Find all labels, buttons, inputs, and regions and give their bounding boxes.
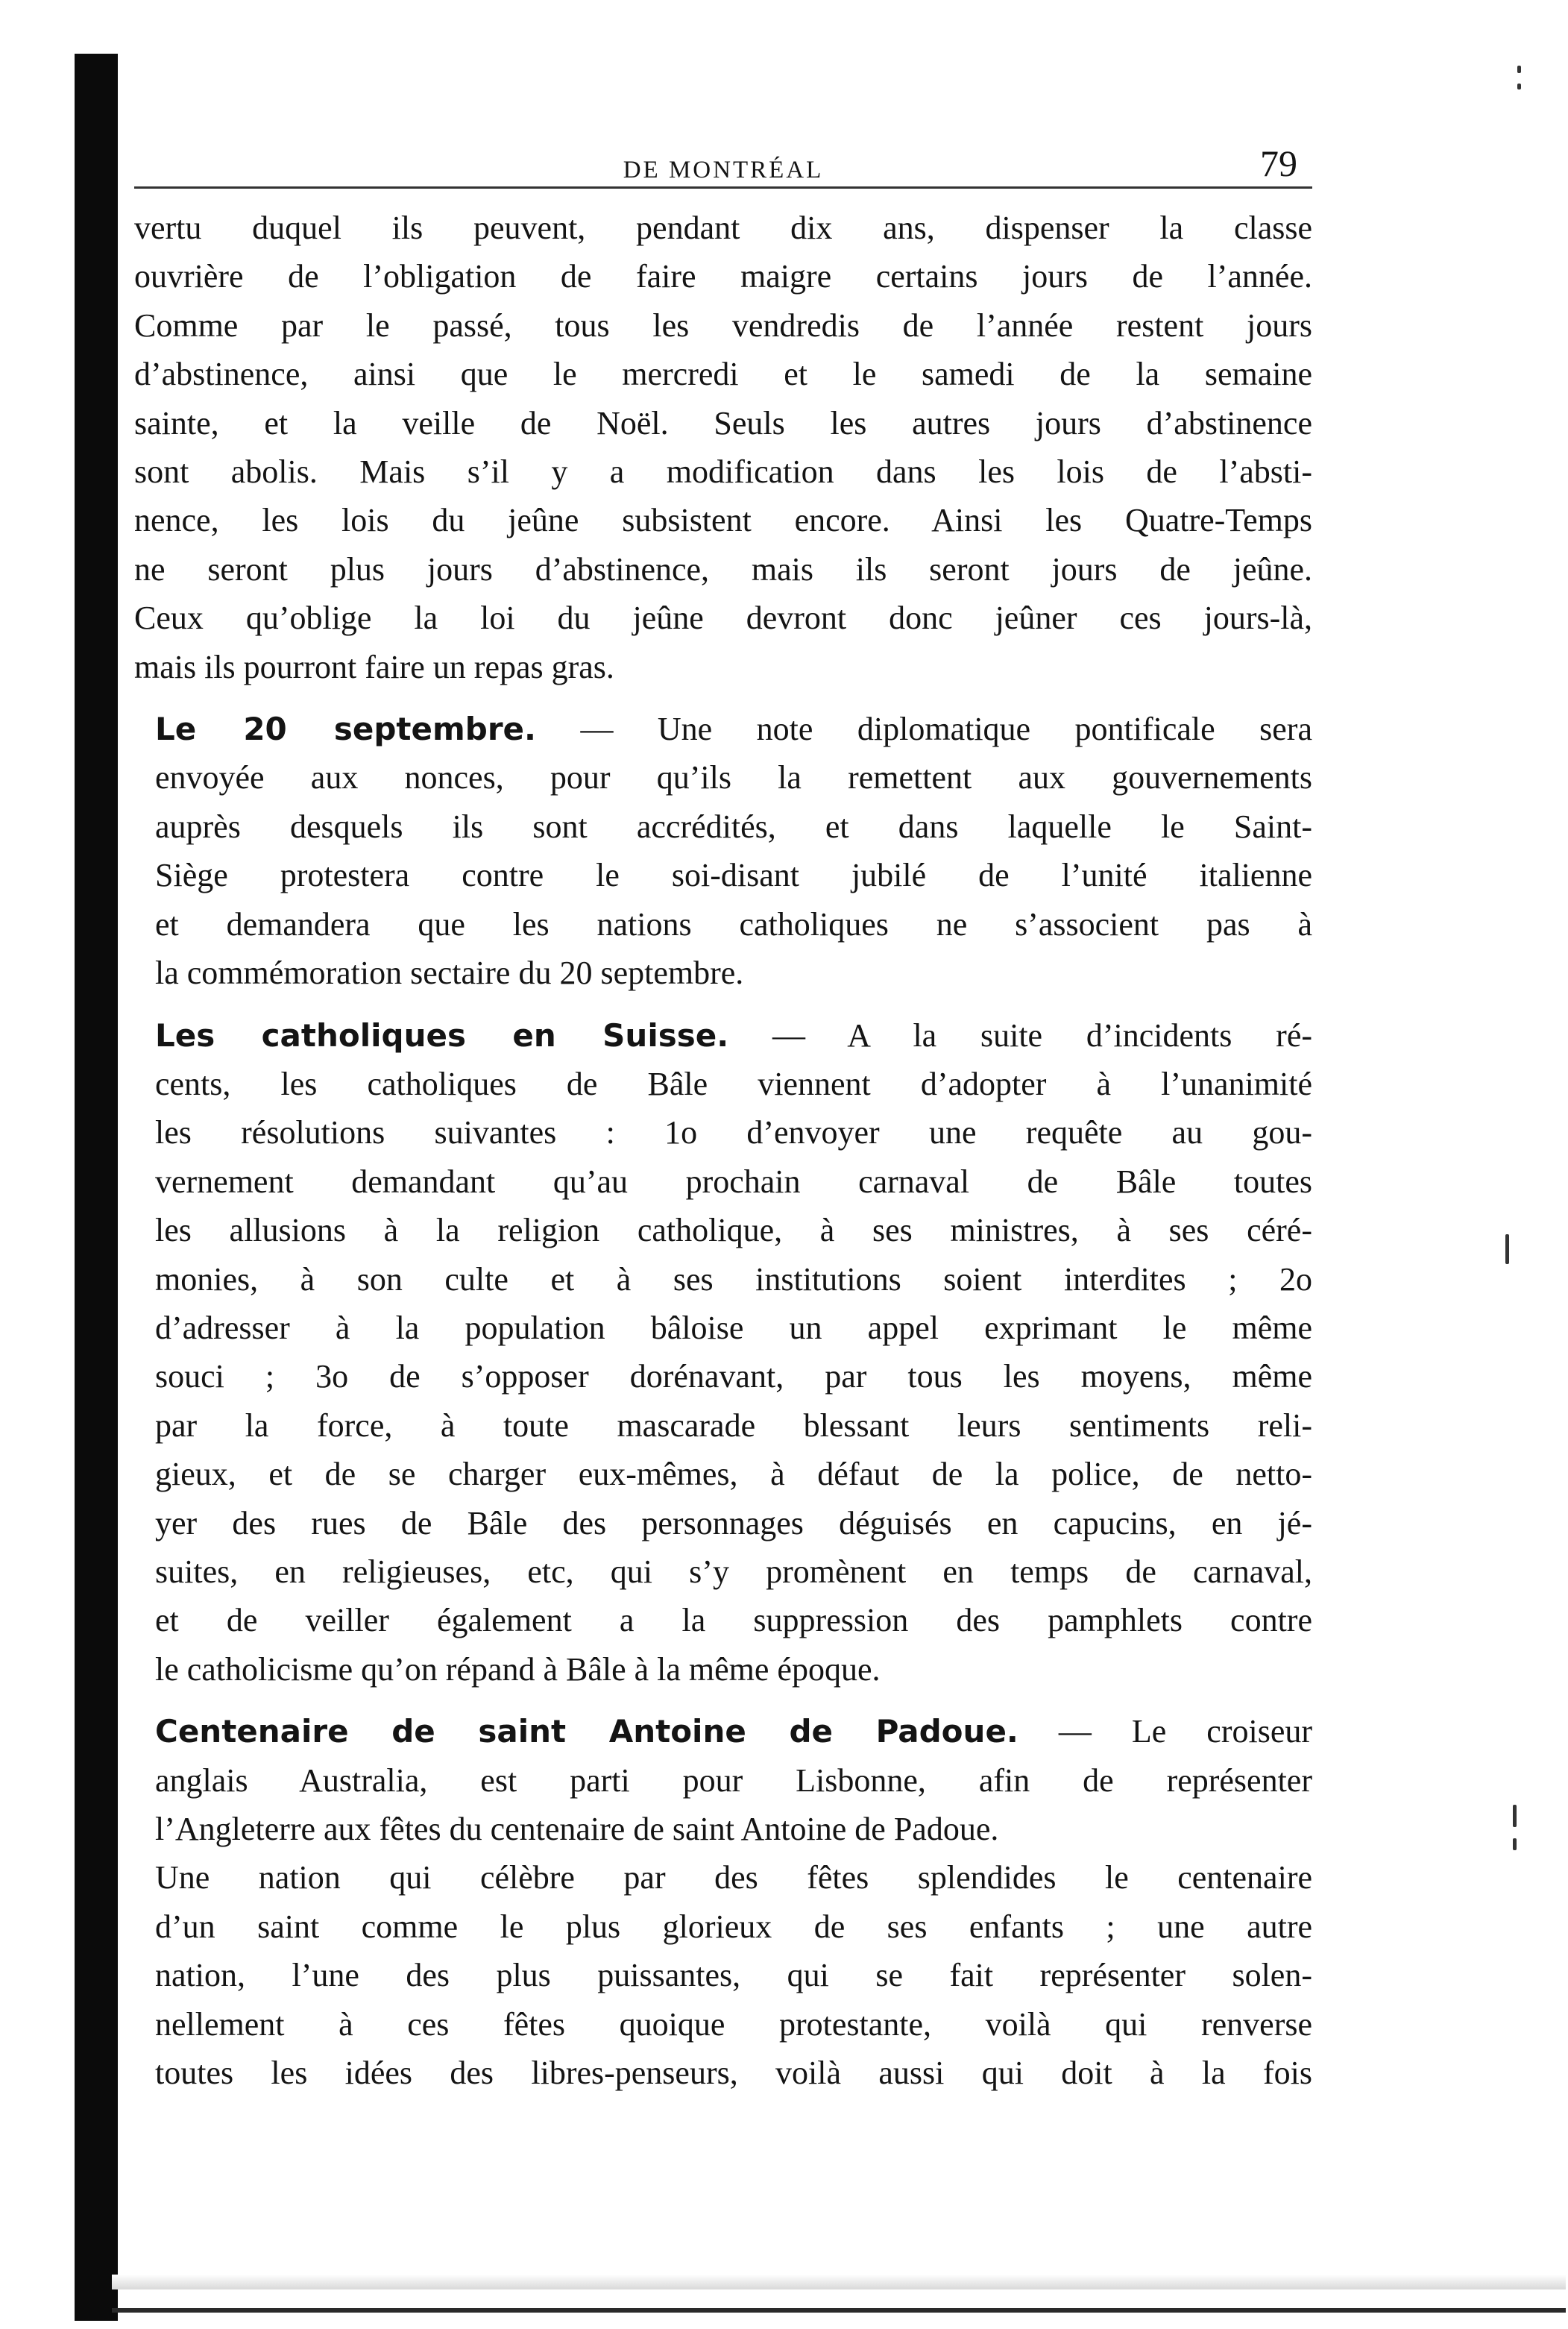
section-centenaire <box>134 1707 1312 1853</box>
scan-speck <box>1517 66 1521 73</box>
scan-edge-marks <box>1471 0 1568 2329</box>
text-line <box>155 1011 1312 1060</box>
section-catholiques-suisse <box>134 1011 1312 1694</box>
scan-edge <box>0 0 28 2329</box>
page-number: 79 <box>1260 142 1297 184</box>
text-line: les allusions à la religion catholique, à ses ministres, à ses céré- <box>155 1212 1312 1249</box>
text-line: sainte, et la veille de Noël. Seuls les autres jours d’abstinence <box>134 404 1312 441</box>
text-line: suites, en religieuses, etc, qui s’y promènent en temps de carnaval, <box>155 1553 1312 1590</box>
scan-bottom-edge <box>112 2308 1566 2313</box>
text-line: cents, les catholiques de Bâle viennent d’adopter à l’unanimité <box>155 1065 1312 1102</box>
text-line: nellement à ces fêtes quoique protestante, voilà qui renverse <box>155 2005 1312 2043</box>
text-line: la commémoration sectaire du 20 septembre. <box>155 955 744 992</box>
text-line: nence, les lois du jeûne subsistent encore. Ainsi les Quatre-Temps <box>134 502 1312 539</box>
text-line: mais ils pourront faire un repas gras. <box>134 648 614 685</box>
text-line: ouvrière de l’obligation de faire maigre certains jours de l’année. <box>134 258 1312 295</box>
running-head-title: DE MONTRÉAL <box>623 157 824 183</box>
running-header <box>134 134 1312 184</box>
section-20-septembre <box>134 705 1312 997</box>
text-run: — Une note diplomatique pontificale sera <box>580 711 1312 748</box>
text-line: vertu duquel ils peuvent, pendant dix ans, dispenser la classe <box>134 210 1312 246</box>
text-line: et de veiller également a la suppression des pamphlets contre <box>155 1602 1312 1639</box>
text-line: l’Angleterre aux fêtes du centenaire de saint Antoine de Padoue. <box>155 1811 999 1847</box>
text-line: sont abolis. Mais s’il y a modification dans les lois de l’absti- <box>134 453 1312 491</box>
centenaire-commentary <box>134 1853 1312 2097</box>
scan-speck <box>1517 84 1521 89</box>
text-line: Comme par le passé, tous les vendredis de l’année restent jours <box>134 307 1312 344</box>
text-line: yer des rues de Bâle des personnages déguisés en capucins, en jé- <box>155 1504 1312 1541</box>
text-line: Siège protestera contre le soi-disant jubilé de l’unité italienne <box>155 857 1312 894</box>
text-line: Ceux qu’oblige la loi du jeûne devront donc jeûner ces jours-là, <box>134 600 1312 637</box>
text-line: toutes les idées des libres-penseurs, voilà aussi qui doit à la fois <box>155 2055 1312 2092</box>
text-line: envoyée aux nonces, pour qu’ils la remettent aux gouvernements <box>155 759 1312 796</box>
header-rule <box>134 186 1312 189</box>
intro-paragraph <box>134 204 1312 691</box>
text-run: — A la suite d’incidents ré- <box>772 1016 1313 1054</box>
scan-speck <box>1505 1234 1509 1264</box>
text-line: d’abstinence, ainsi que le mercredi et le samedi de la semaine <box>134 356 1312 393</box>
text-line: Une nation qui célèbre par des fêtes splendides le centenaire <box>155 1859 1312 1896</box>
text-line: vernement demandant qu’au prochain carnaval de Bâle toutes <box>155 1163 1312 1200</box>
text-line: ne seront plus jours d’abstinence, mais ils seront jours de jeûne. <box>134 550 1312 588</box>
text-line: nation, l’une des plus puissantes, qui se fait représenter solen- <box>155 1957 1312 1994</box>
scan-bottom-shadow <box>112 2275 1566 2289</box>
text-line: souci ; 3o de s’opposer dorénavant, par tous les moyens, même <box>155 1358 1312 1395</box>
text-line: gieux, et de se charger eux-mêmes, à défaut de la police, de netto- <box>155 1456 1312 1493</box>
text-line <box>155 1707 1312 1756</box>
text-line: d’adresser à la population bâloise un appel exprimant le même <box>155 1309 1312 1346</box>
scan-speck <box>1513 1838 1517 1850</box>
text-line: monies, à son culte et à ses institutions soient interdites ; 2o <box>155 1260 1312 1298</box>
text-line: le catholicisme qu’on répand à Bâle à la même époque. <box>155 1650 881 1688</box>
text-line: anglais Australia, est parti pour Lisbonne, afin de représenter <box>155 1761 1312 1799</box>
book-page <box>134 134 1312 2097</box>
text-line: les résolutions suivantes : 1o d’envoyer une requête au gou- <box>155 1114 1312 1151</box>
text-line: d’un saint comme le plus glorieux de ses enfants ; une autre <box>155 1908 1312 1945</box>
section-heading: Les catholiques en Suisse. <box>155 1016 729 1054</box>
section-heading: Le 20 septembre. <box>155 711 536 748</box>
text-line: et demandera que les nations catholiques ne s’associent pas à <box>155 905 1312 943</box>
scan-speck <box>1513 1805 1517 1827</box>
text-line: auprès desquels ils sont accrédités, et dans laquelle le Saint- <box>155 808 1312 845</box>
text-run: — Le croiseur <box>1058 1713 1312 1750</box>
text-line: par la force, à toute mascarade blessant leurs sentiments reli- <box>155 1406 1312 1444</box>
text-line <box>155 705 1312 753</box>
scan-binding-shadow <box>75 54 118 2321</box>
section-heading: Centenaire de saint Antoine de Padoue. <box>155 1713 1018 1750</box>
